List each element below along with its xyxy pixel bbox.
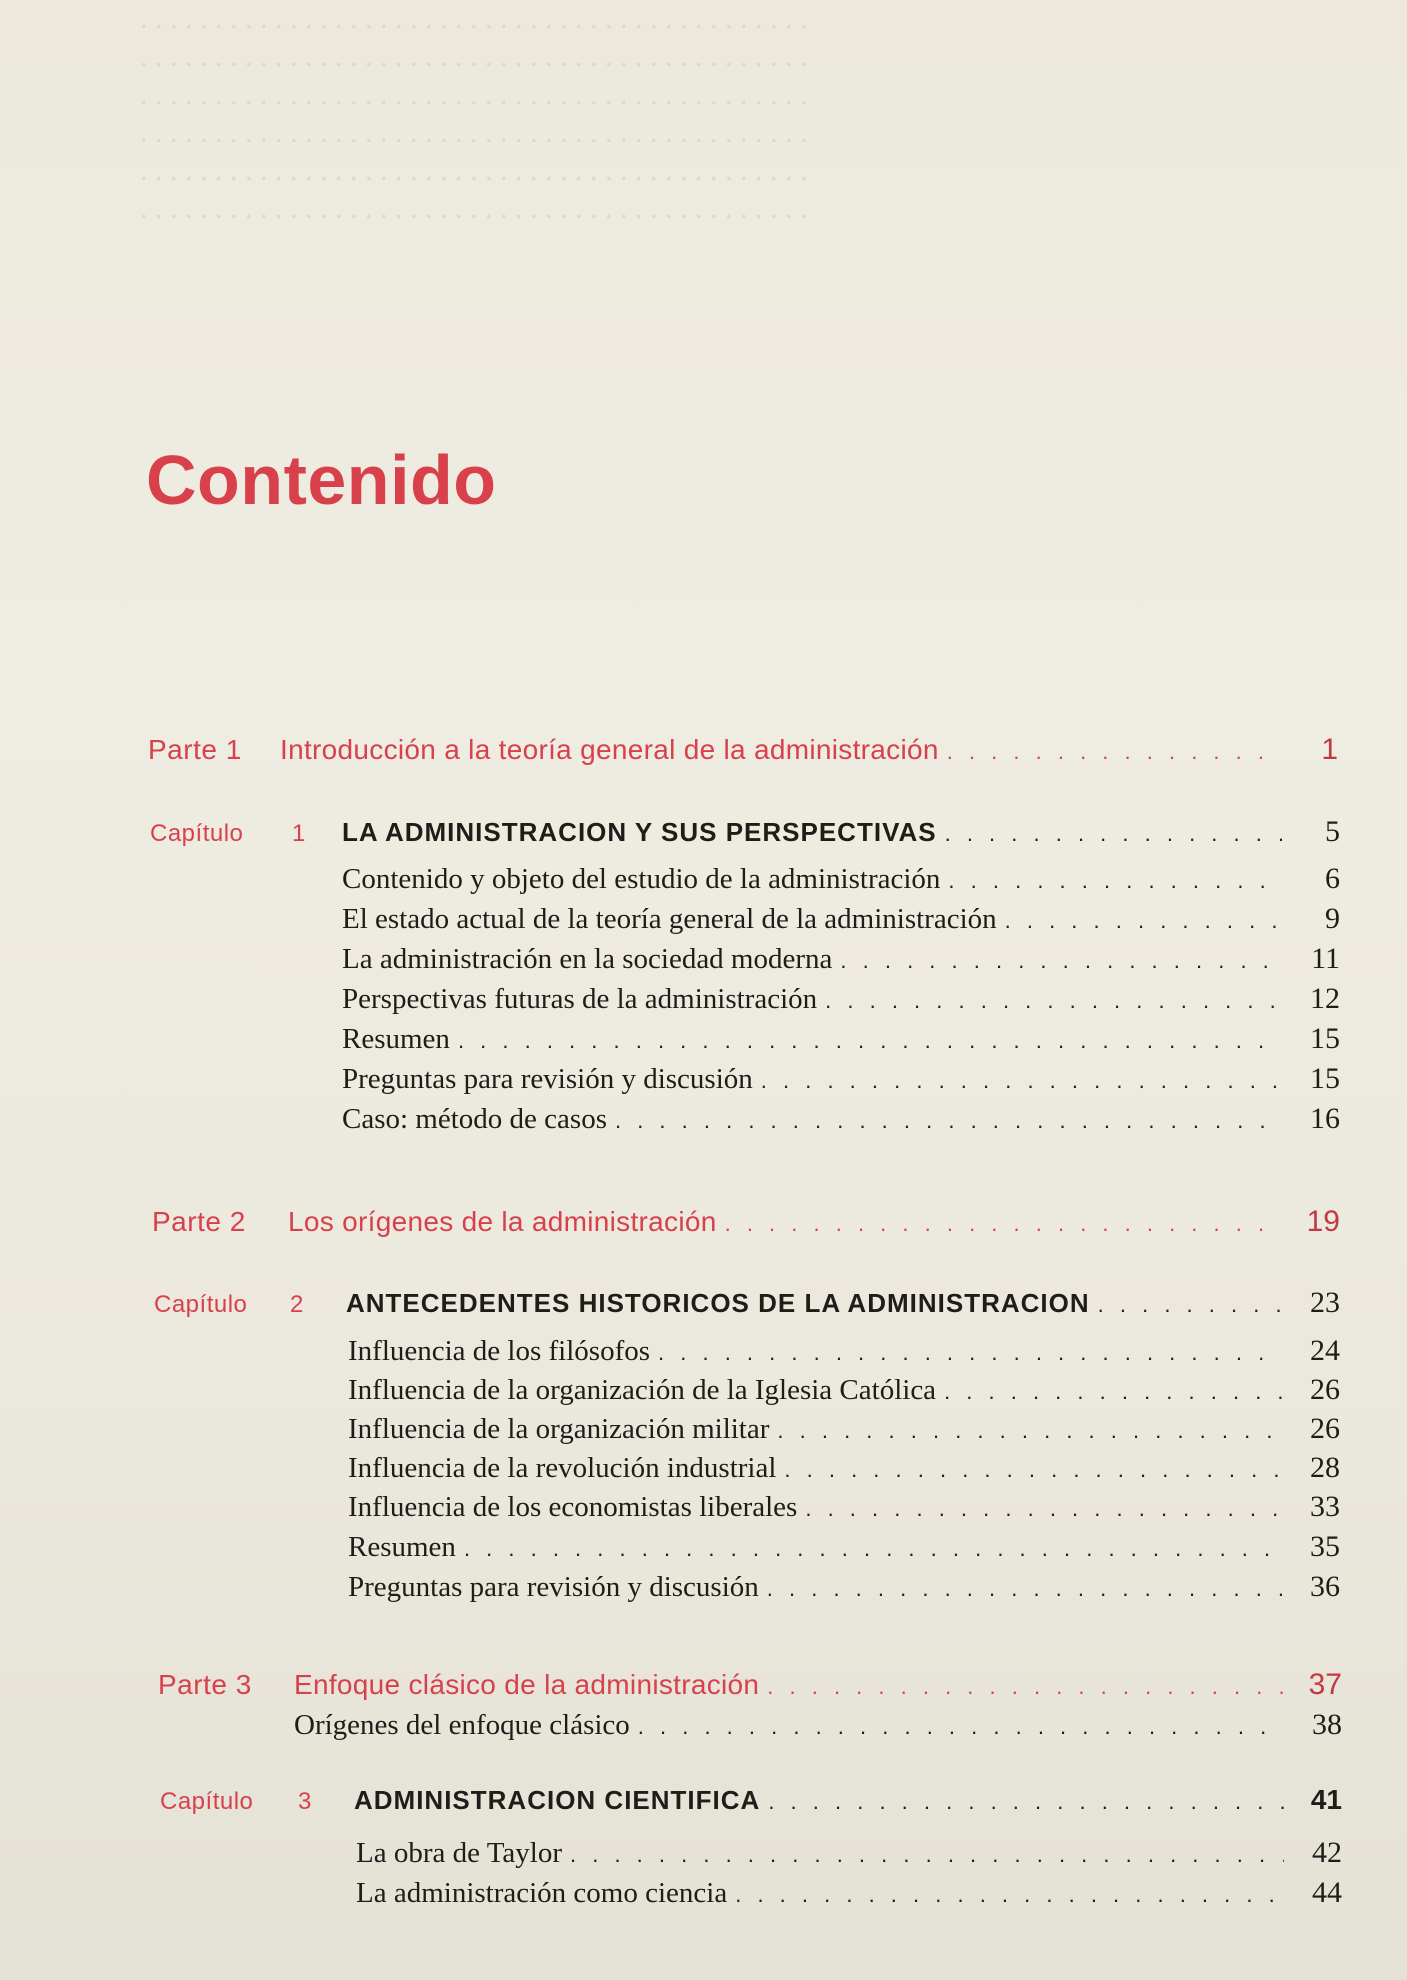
page-number: 33: [1310, 1490, 1340, 1523]
chapter-3-row: [160, 1784, 1342, 1816]
toc-entry: [348, 1530, 1340, 1564]
chapter-label: Capítulo: [154, 1291, 248, 1318]
toc-entry: [342, 1102, 1340, 1136]
chapter-number: 1: [292, 820, 306, 847]
entry-title: Influencia de los economistas liberales: [348, 1491, 798, 1523]
page-number: 36: [1310, 1570, 1340, 1603]
leader-dots: [658, 1340, 1282, 1366]
entry-title: Influencia de la organización militar: [348, 1413, 770, 1445]
toc-entry: [294, 1708, 1342, 1742]
leader-dots: [1098, 1292, 1282, 1318]
part-title: Introducción a la teoría general de la administración: [280, 734, 939, 765]
page-number: 15: [1310, 1062, 1340, 1095]
toc-entry: [342, 902, 1340, 936]
part-title: Enfoque clásico de la administración: [294, 1669, 760, 1700]
page-number: 12: [1310, 982, 1340, 1015]
part-label: Parte 2: [152, 1206, 246, 1237]
page-number: 28: [1310, 1451, 1340, 1484]
entry-title: Influencia de la revolución industrial: [348, 1452, 777, 1484]
entry-title: El estado actual de la teoría general de la administración: [342, 903, 997, 935]
chapter-label: Capítulo: [150, 820, 244, 847]
page-number: 37: [1308, 1668, 1342, 1701]
leader-dots: [777, 1418, 1282, 1444]
page-number: 16: [1310, 1102, 1340, 1135]
leader-dots: [948, 868, 1282, 894]
leader-dots: [464, 1536, 1282, 1562]
page-number: 42: [1312, 1836, 1342, 1869]
leader-dots: [840, 948, 1282, 974]
leader-dots: [768, 1789, 1284, 1815]
entry-title: La obra de Taylor: [356, 1837, 562, 1869]
chapter-label: Capítulo: [160, 1788, 254, 1815]
bleed-through-texture: . . . . . . . . . . . . . . . . . . . . . . . . . . . . . . . . . . . . . . . . . . . . . . . . . . . . . . . . . . . . . . . . . . . . . . . . . . . . . . . . . . . . . . . . . . . . . . . . . . . . . . . . . . . . . . . . . . . . . . . . . . . . . . . . . . . . . . . . . . . . . . . . . . . . . . . . . . . . . . . . . . . . . . . . . . . . . . . . . . . . . . . . . . . . . . . . . . . . . . . . . . . . . . . . . . . . . . . . . . . . . . . . . . . . . . . . . . . . . . . . . . . . . . . . . . . . . . . . . . . . . . . . . . . . . .: [140, 2, 808, 225]
page-number: 9: [1325, 902, 1340, 935]
chapter-2-row: [154, 1286, 1340, 1320]
part-2-row: [152, 1205, 1340, 1239]
leader-dots: [945, 821, 1282, 847]
toc-entry: [348, 1570, 1340, 1604]
entry-title: Resumen: [342, 1023, 450, 1055]
toc-entry: [348, 1451, 1340, 1485]
chapter-title: LA ADMINISTRACION Y SUS PERSPECTIVAS: [342, 817, 937, 847]
entry-title: Preguntas para revisión y discusión: [342, 1063, 753, 1095]
toc-entry: [342, 1022, 1340, 1056]
page-number: 6: [1325, 862, 1340, 895]
leader-dots: [947, 739, 1280, 765]
leader-dots: [761, 1068, 1282, 1094]
entry-title: La administración como ciencia: [356, 1877, 728, 1909]
page-number: 24: [1310, 1334, 1340, 1367]
chapter-number: 2: [290, 1291, 304, 1318]
page-number: 38: [1312, 1708, 1342, 1741]
leader-dots: [725, 1211, 1282, 1237]
toc-entry: [342, 1062, 1340, 1096]
toc-entry: [348, 1373, 1340, 1407]
entry-title: Contenido y objeto del estudio de la administración: [342, 863, 941, 895]
chapter-1-row: [150, 815, 1340, 849]
entry-title: Caso: método de casos: [342, 1103, 607, 1135]
leader-dots: [825, 988, 1282, 1014]
page-number: 44: [1312, 1876, 1342, 1909]
page-number: 11: [1311, 942, 1340, 975]
leader-dots: [767, 1576, 1282, 1602]
leader-dots: [1005, 908, 1282, 934]
leader-dots: [458, 1028, 1282, 1054]
entry-title: Orígenes del enfoque clásico: [294, 1709, 630, 1741]
leader-dots: [615, 1108, 1282, 1134]
page-title: Contenido: [146, 441, 497, 519]
entry-title: Preguntas para revisión y discusión: [348, 1571, 759, 1603]
page-number: 19: [1306, 1205, 1340, 1238]
toc-entry: [342, 942, 1340, 976]
leader-dots: [570, 1842, 1284, 1868]
chapter-title: ANTECEDENTES HISTORICOS DE LA ADMINISTRACION: [346, 1288, 1090, 1318]
leader-dots: [767, 1674, 1284, 1700]
leader-dots: [638, 1714, 1284, 1740]
entry-title: Influencia de los filósofos: [348, 1335, 651, 1367]
chapter-title: ADMINISTRACION CIENTIFICA: [354, 1785, 761, 1815]
entry-title: La administración en la sociedad moderna: [342, 943, 833, 975]
entry-title: Resumen: [348, 1531, 456, 1563]
entry-title: Perspectivas futuras de la administración: [342, 983, 818, 1015]
leader-dots: [805, 1496, 1282, 1522]
leader-dots: [784, 1457, 1282, 1483]
toc-entry: [342, 982, 1340, 1016]
page-number: 1: [1321, 733, 1338, 766]
toc-entry: [348, 1412, 1340, 1446]
part-3-row: [158, 1668, 1342, 1702]
page-number: 41: [1310, 1784, 1342, 1815]
page-number: 26: [1310, 1412, 1340, 1445]
toc-entry: [356, 1876, 1342, 1910]
part-1-row: [148, 733, 1338, 767]
toc-entry: [348, 1490, 1340, 1524]
page-number: 35: [1310, 1530, 1340, 1563]
leader-dots: [944, 1379, 1282, 1405]
toc-entry: [348, 1334, 1340, 1368]
chapter-number: 3: [298, 1788, 312, 1815]
page-number: 5: [1325, 815, 1340, 848]
toc-entry: [342, 862, 1340, 896]
part-label: Parte 3: [158, 1669, 252, 1700]
toc-entry: [356, 1836, 1342, 1870]
page-number: 23: [1310, 1286, 1340, 1319]
page-number: 26: [1310, 1373, 1340, 1406]
entry-title: Influencia de la organización de la Iglesia Católica: [348, 1374, 937, 1406]
part-title: Los orígenes de la administración: [288, 1206, 717, 1237]
leader-dots: [735, 1882, 1284, 1908]
part-label: Parte 1: [148, 734, 242, 765]
page-number: 15: [1310, 1022, 1340, 1055]
